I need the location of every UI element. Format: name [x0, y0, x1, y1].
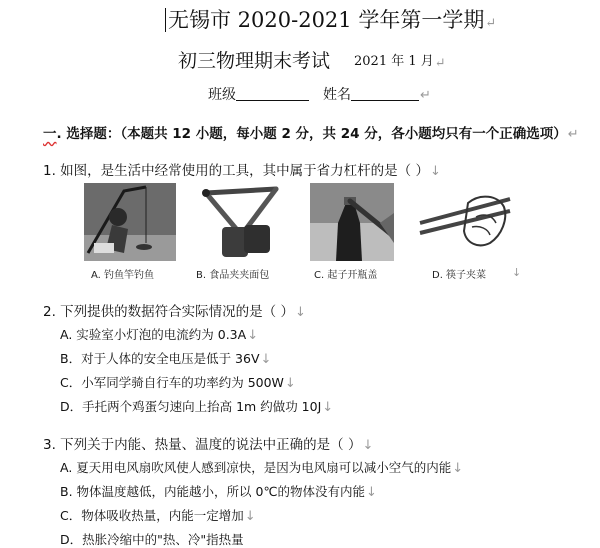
line-break-icon: ↓ [452, 461, 464, 476]
paragraph-mark-icon: ↵ [485, 16, 497, 31]
food-tongs-image [192, 183, 284, 261]
bottle-opener-image [310, 183, 394, 261]
question-3-option-d: D．热胀冷缩中的"热、冷"指热量 [60, 532, 244, 547]
question-3-option-c: C．物体吸收热量，内能一定增加↓ [60, 508, 256, 524]
question-3-option-b: B. 物体温度越低，内能越小，所以 0℃的物体没有内能↓ [60, 484, 377, 500]
exam-date: 2021 年 1 月 [354, 54, 434, 69]
fishing-rod-image [84, 183, 176, 261]
caption-a: A. 钓鱼竿钓鱼 [91, 270, 155, 281]
section-heading: 一. 选择题：（本题共 12 小题，每小题 2 分，共 24 分，各小题均只有一个正确选项）↵ [43, 126, 579, 142]
chopsticks-image [418, 183, 512, 261]
line-break-icon: ↓ [247, 328, 259, 343]
question-2-option-c: C．小军同学骑自行车的功率约为 500W↓ [60, 375, 296, 391]
exam-title: 无锡市 2020-2021 学年第一学期↵ [165, 4, 496, 34]
line-break-icon: ↓ [322, 400, 334, 415]
line-break-icon: ↓ [260, 352, 272, 367]
line-break-icon: ↓ [512, 266, 522, 279]
paragraph-mark-icon: ↵ [434, 56, 446, 71]
question-2-stem: 2. 下列提供的数据符合实际情况的是（ ）↓ [43, 304, 306, 320]
text-cursor [165, 8, 166, 32]
question-2-option-b: B．对于人体的安全电压是低于 36V↓ [60, 351, 272, 367]
line-break-icon: ↓ [244, 509, 256, 524]
question-2-option-d: D．手托两个鸡蛋匀速向上抬高 1m 约做功 10J↓ [60, 399, 334, 415]
line-break-icon: ↓ [362, 438, 374, 453]
paragraph-mark-icon: ↵ [420, 88, 431, 103]
class-name-line: 班级 姓名 ↵ [208, 87, 431, 103]
caption-d: D. 筷子夹菜 [432, 270, 487, 281]
question-2-option-a: A. 实验室小灯泡的电流约为 0.3A↓ [60, 327, 259, 343]
exam-subtitle: 初三物理期末考试 2021 年 1 月↵ [178, 50, 446, 72]
class-blank [236, 86, 309, 101]
caption-b: B. 食品夹夹面包 [196, 270, 270, 281]
caption-c: C. 起子开瓶盖 [314, 270, 378, 281]
line-break-icon: ↓ [429, 164, 441, 179]
question-1-stem: 1. 如图，是生活中经常使用的工具，其中属于省力杠杆的是（ ）↓ [43, 163, 441, 179]
question-3-option-a: A. 夏天用电风扇吹风使人感到凉快，是因为电风扇可以减小空气的内能↓ [60, 460, 464, 476]
name-blank [351, 86, 419, 101]
line-break-icon: ↓ [284, 376, 296, 391]
paragraph-mark-icon: ↵ [567, 127, 579, 142]
line-break-icon: ↓ [294, 305, 306, 320]
question-3-stem: 3. 下列关于内能、热量、温度的说法中正确的是（ ）↓ [43, 437, 374, 453]
line-break-icon: ↓ [366, 485, 377, 500]
